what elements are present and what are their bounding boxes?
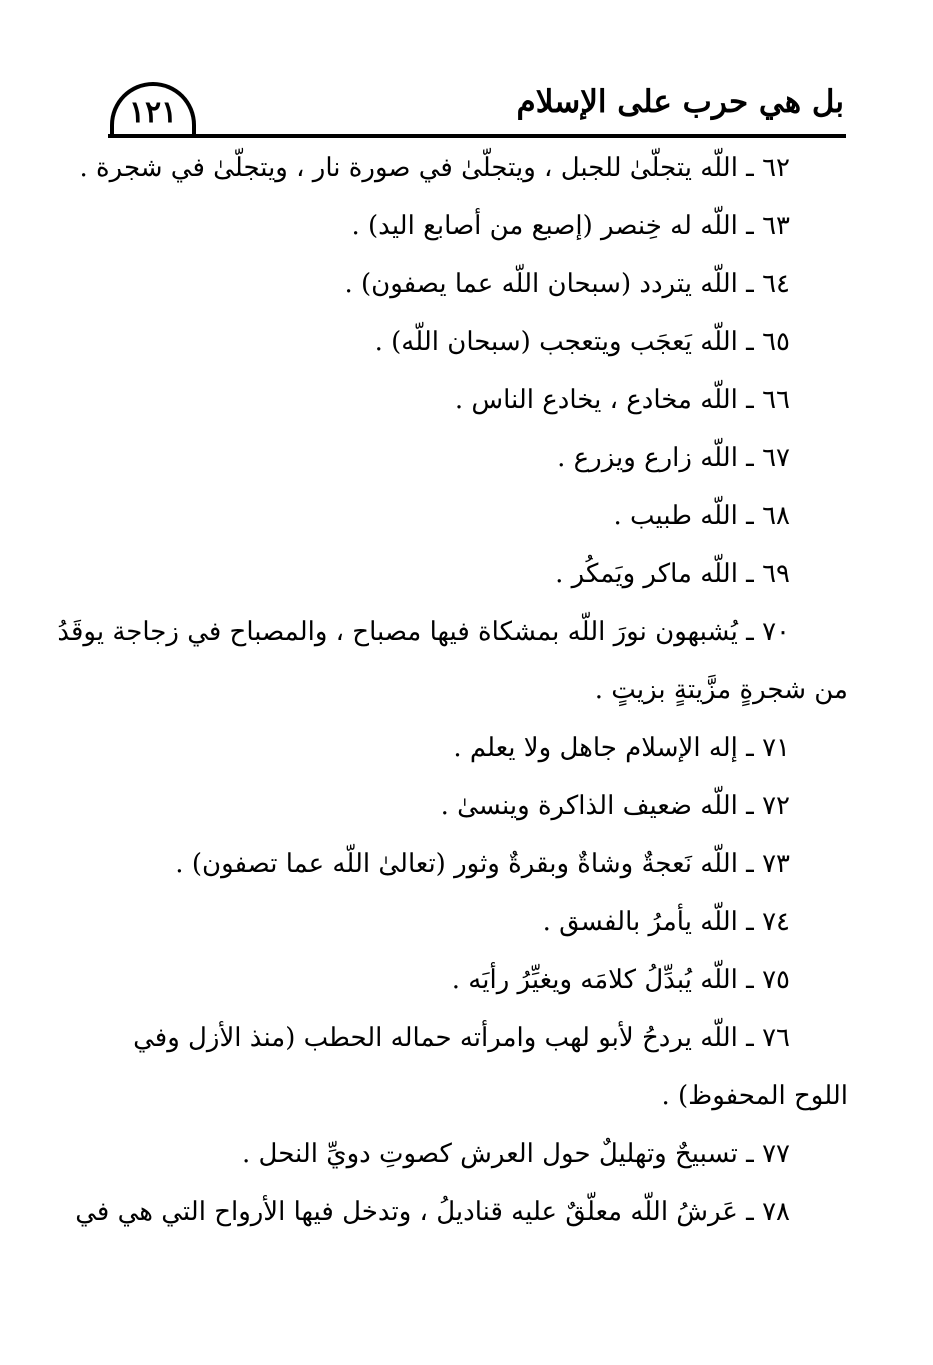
text-line-71: ٧١ ـ إله الإسلام جاهل ولا يعلم . [453,733,790,763]
text-line-63: ٦٣ ـ اللّه له خِنصر (إصبع من أصابع اليد) . [351,211,790,241]
text-line-70-cont: من شجرةٍ مزَّيتةٍ بزيتٍ . [594,675,848,705]
text-line-77: ٧٧ ـ تسبيحٌ وتهليلٌ حول العرش كصوتِ دويِّ النحل . [242,1139,790,1169]
text-line-69: ٦٩ ـ اللّه ماكر ويَمكُر . [555,559,790,589]
text-line-67: ٦٧ ـ اللّه زارع ويزرع . [557,443,790,473]
header-rule [108,134,846,138]
page-header [108,78,846,138]
running-title: بل هي حرب على الإسلام [516,84,844,120]
text-line-73: ٧٣ ـ اللّه نَعجةٌ وشاةٌ وبقرةٌ وثور (تعالىٰ اللّه عما تصفون) . [175,849,790,879]
text-line-76: ٧٦ ـ اللّه يردحُ لأبو لهب وامرأته حماله الحطب (منذ الأزل وفي [133,1023,790,1053]
text-line-68: ٦٨ ـ اللّه طبيب . [613,501,790,531]
text-line-75: ٧٥ ـ اللّه يُبدِّلُ كلامَه ويغيِّرُ رأيَه . [451,965,790,995]
text-line-72: ٧٢ ـ اللّه ضعيف الذاكرة وينسىٰ . [440,791,790,821]
text-line-76-cont: اللوح المحفوظ) . [661,1081,848,1111]
page-number-badge [110,82,196,134]
text-line-78: ٧٨ ـ عَرشُ اللّه معلّقٌ عليه قناديلُ ، وتدخل فيها الأرواح التي هي في [75,1197,790,1227]
text-line-64: ٦٤ ـ اللّه يتردد (سبحان اللّه عما يصفون) . [344,269,790,299]
text-line-66: ٦٦ ـ اللّه مخادع ، يخادع الناس . [454,385,790,415]
text-line-74: ٧٤ ـ اللّه يأمرُ بالفسق . [542,907,790,937]
text-line-65: ٦٥ ـ اللّه يَعجَب ويتعجب (سبحان اللّه) . [374,327,790,357]
page-number: ١٢١ [128,94,178,130]
text-line-70: ٧٠ ـ يُشبهون نورَ اللّه بمشكاة فيها مصباح ، والمصباح في زجاجة يوقَدُ [57,617,790,647]
text-line-62: ٦٢ ـ اللّه يتجلّىٰ للجبل ، ويتجلّىٰ في صورة نار ، ويتجلّىٰ في شجرة . [79,153,790,183]
